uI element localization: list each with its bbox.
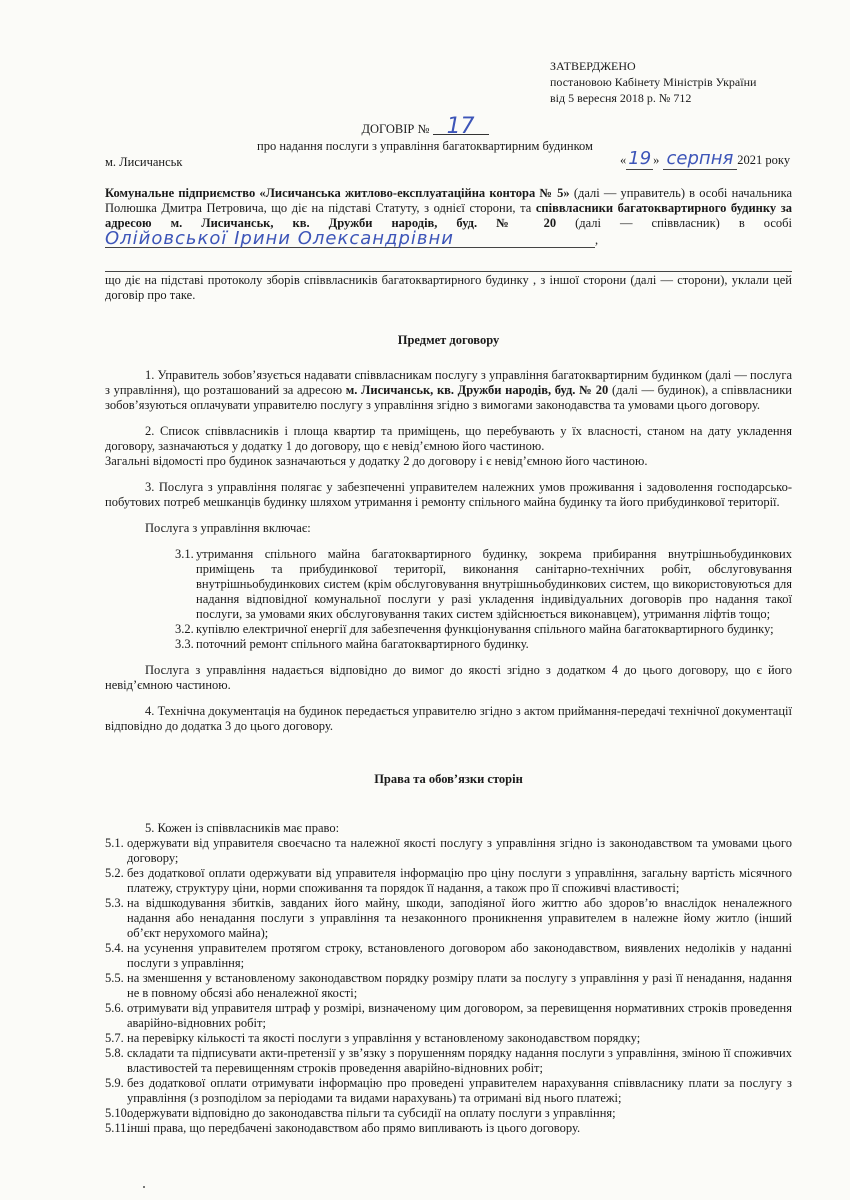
list-item-number: 5.11.: [105, 1121, 130, 1135]
list-item: [175, 547, 792, 622]
list-item: [105, 896, 792, 941]
contract-body: [105, 186, 792, 1136]
list-item-number: 5.4.: [105, 941, 124, 955]
includes-list: [175, 547, 792, 652]
quality-clause: Послуга з управління надається відповідно до вимог до якості згідно з додатком 4 до цього договору, що є його невід’ємною частиною.: [105, 663, 792, 692]
list-item-text: без додаткової оплати одержувати від управителя інформацію про ціну послуги з управління, загальну вартість місячного платежу, структуру ціни, норми споживання та порядок її надання, а також про її споживчі властивості;: [127, 866, 792, 895]
list-item-number: 5.1.: [105, 836, 124, 850]
coowners-address: співвласники багатоквартирного будинку за адресою м. Лисичанськ, кв. Дружби народів, буд. № 20: [105, 201, 792, 230]
date-year: 2021 року: [737, 153, 791, 167]
list-item-text: одержувати від управителя своєчасно та належної якості послугу з управління згідно із законодавством та умовами цього договору;: [127, 836, 792, 865]
list-item-text: утримання спільного майна багатоквартирного будинку, зокрема прибирання внутрішньобудинкових приміщень та прибудинкової території, виконання санітарно-технічних робіт, обслуговування внутрішньобудинкових систем (крім обслуговування внутрішньобудинкових систем, що використовуються для надання відповідної комунальної послуги у разі укладення індивідуальних договорів про надання такої послуги, за умовами яких обслуговування таких систем здійснюється виконавцем), утримання ліфтів тощо;: [196, 547, 792, 621]
clause-1: [105, 368, 792, 413]
list-item: [105, 1046, 792, 1076]
contract-title: [0, 114, 850, 139]
clause-2b: Загальні відомості про будинок зазначаються у додатку 2 до договору і є невід’ємною його частиною.: [105, 454, 648, 468]
list-item-text: поточний ремонт спільного майна багатоквартирного будинку.: [196, 637, 529, 651]
intro-text-1: (далі — управитель) в особі начальника Полюшка Дмитра Петровича, що діє на підставі Статуту, з однієї сторони, та: [105, 186, 793, 215]
approval-line-1: ЗАТВЕРДЖЕНО: [550, 59, 636, 73]
approval-stamp: [550, 58, 756, 106]
clause-4: 4. Технічна документація на будинок передається управителю згідно з актом приймання-передачі технічної документації відповідно до додатка 3 до цього договору.: [105, 704, 792, 733]
contract-date: « 19 » серпня 2021 року: [620, 148, 791, 169]
blank-line: [105, 258, 792, 272]
list-item-text: складати та підписувати акти-претензії у зв’язку з порушенням порядку надання послуги з управління, зміною її споживчих властивостей та перевищенням строків проведення аварійно-відновних робіт;: [127, 1046, 792, 1075]
rights-list: [105, 836, 792, 1136]
city: м. Лисичанськ: [105, 155, 183, 169]
list-item-number: 5.7.: [105, 1031, 124, 1045]
clause-1-address: м. Лисичанськ, кв. Дружби народів, буд. № 20: [345, 383, 609, 397]
date-month: серпня: [663, 148, 738, 170]
clause-3: 3. Послуга з управління полягає у забезпеченні управителем належних умов проживання і задоволення господарсько-побутових потреб мешканців будинку шляхом утримання і ремонту спільного майна будинку та його прибудинкової території.: [105, 480, 792, 509]
approval-line-3: від 5 вересня 2018 р. № 712: [550, 91, 692, 105]
section-heading-subject: Предмет договору: [397, 333, 500, 347]
intro-text-2: (далі — співвласник) в особі: [556, 216, 792, 230]
contract-number: 17: [433, 120, 489, 135]
list-item-text: купівлю електричної енергії для забезпечення функціонування спільного майна багатоквартирного будинку;: [196, 622, 774, 636]
contract-subtitle: про надання послуги з управління багатоквартирним будинком: [257, 139, 593, 153]
clause-2: 2. Список співвласників і площа квартир та приміщень, що перебувають у їх власності, станом на дату укладення договору, зазначаються у додатку 1 до договору, що є невід’ємною його частиною.: [105, 424, 792, 453]
list-item: [175, 622, 792, 637]
signer-name: Олійовської Ірини Олександрівни: [105, 231, 595, 248]
clause-5: 5. Кожен із співвласників має право:: [145, 821, 340, 835]
list-item-number: 5.6.: [105, 1001, 124, 1015]
list-item-text: інші права, що передбачені законодавством або прямо випливають із цього договору.: [127, 1121, 581, 1135]
list-item: [105, 971, 792, 1001]
intro-paragraph-2: що діє на підставі протоколу зборів співвласників багатоквартирного будинку , з іншої сторони (далі — сторони), уклали цей договір про таке.: [105, 273, 792, 302]
list-item-number: 5.10.: [105, 1106, 130, 1120]
list-item-text: без додаткової оплати отримувати інформацію про проведені управителем нарахування співвласнику плати за послугу з управління (з розподілом за періодами та видами нарахувань) та отримані від нього платежі;: [127, 1076, 792, 1105]
list-item-number: 5.9.: [105, 1076, 124, 1090]
list-item-text: на перевірку кількості та якості послуги з управління у встановленому законодавством порядку;: [127, 1031, 641, 1045]
list-item: [105, 941, 792, 971]
list-item: [105, 1001, 792, 1031]
list-item: [105, 1106, 792, 1121]
date-day: 19: [628, 148, 652, 169]
contract-label: ДОГОВІР №: [361, 122, 430, 136]
approval-line-2: постановою Кабінету Міністрів України: [550, 75, 757, 89]
list-item-number: 3.2.: [175, 622, 194, 636]
list-item-text: на відшкодування збитків, завданих його майну, шкоди, заподіяної його життю або здоров’ю внаслідок неналежного надання або ненадання послуги з управління та незаконного проникнення управителем в належне йому житло (інший об’єкт нерухомого майна);: [127, 896, 792, 940]
list-item-number: 3.3.: [175, 637, 194, 651]
list-item-text: отримувати від управителя штраф у розмірі, визначеному цим договором, за перевищення нормативних строків проведення аварійно-відновних робіт;: [127, 1001, 792, 1030]
clause-1-text-b: (далі — будинок), а співвласники зобов’язуються оплачувати управителю послугу з управління згідно з вимогами законодавства та умовами цього договору.: [105, 383, 792, 412]
list-item-number: 3.1.: [175, 547, 194, 561]
list-item: [105, 866, 792, 896]
section-heading-rights: Права та обов’язки сторін: [374, 772, 523, 786]
list-item-text: на зменшення у встановленому законодавством порядку розміру плати за послугу з управління у разі її ненадання, надання не в повному обсязі або неналежної якості;: [127, 971, 792, 1000]
list-item: [105, 1031, 792, 1046]
list-item-number: 5.3.: [105, 896, 124, 910]
list-item: [105, 836, 792, 866]
list-item-number: 5.8.: [105, 1046, 124, 1060]
list-item-text: на усунення управителем протягом строку, встановленого договором або законодавством, виявлених недоліків у наданні послуги з управління;: [127, 941, 792, 970]
list-item-number: 5.2.: [105, 866, 124, 880]
list-item-text: одержувати відповідно до законодавства пільги та субсидії на оплату послуги з управління;: [127, 1106, 616, 1120]
list-item-number: 5.5.: [105, 971, 124, 985]
list-item: [105, 1121, 792, 1136]
includes-label: Послуга з управління включає:: [145, 521, 311, 535]
list-item: [175, 637, 792, 652]
intro-paragraph: Комунальне підприємство «Лисичанська житлово-експлуатаційна контора № 5» (далі — управитель) в особі начальника Полюшка Дмитра Петровича, що діє на підставі Статуту, з однієї сторони, та співвласники багатоквартирного будинку за адресою м. Лисичанськ, кв. Дружби народів, буд. № 20 (далі — співвласник) в особіОлійовської Ірини Олександрівни ,: [105, 186, 793, 249]
scan-speck: [143, 1186, 145, 1188]
list-item: [105, 1076, 792, 1106]
provider-name: Комунальне підприємство «Лисичанська житлово-експлуатаційна контора № 5»: [105, 186, 570, 200]
clause-1-text-a: 1. Управитель зобов’язується надавати співвласникам послугу з управління багатоквартирним будинком (далі — послуга з управління), що розташований за адресою: [105, 368, 792, 397]
